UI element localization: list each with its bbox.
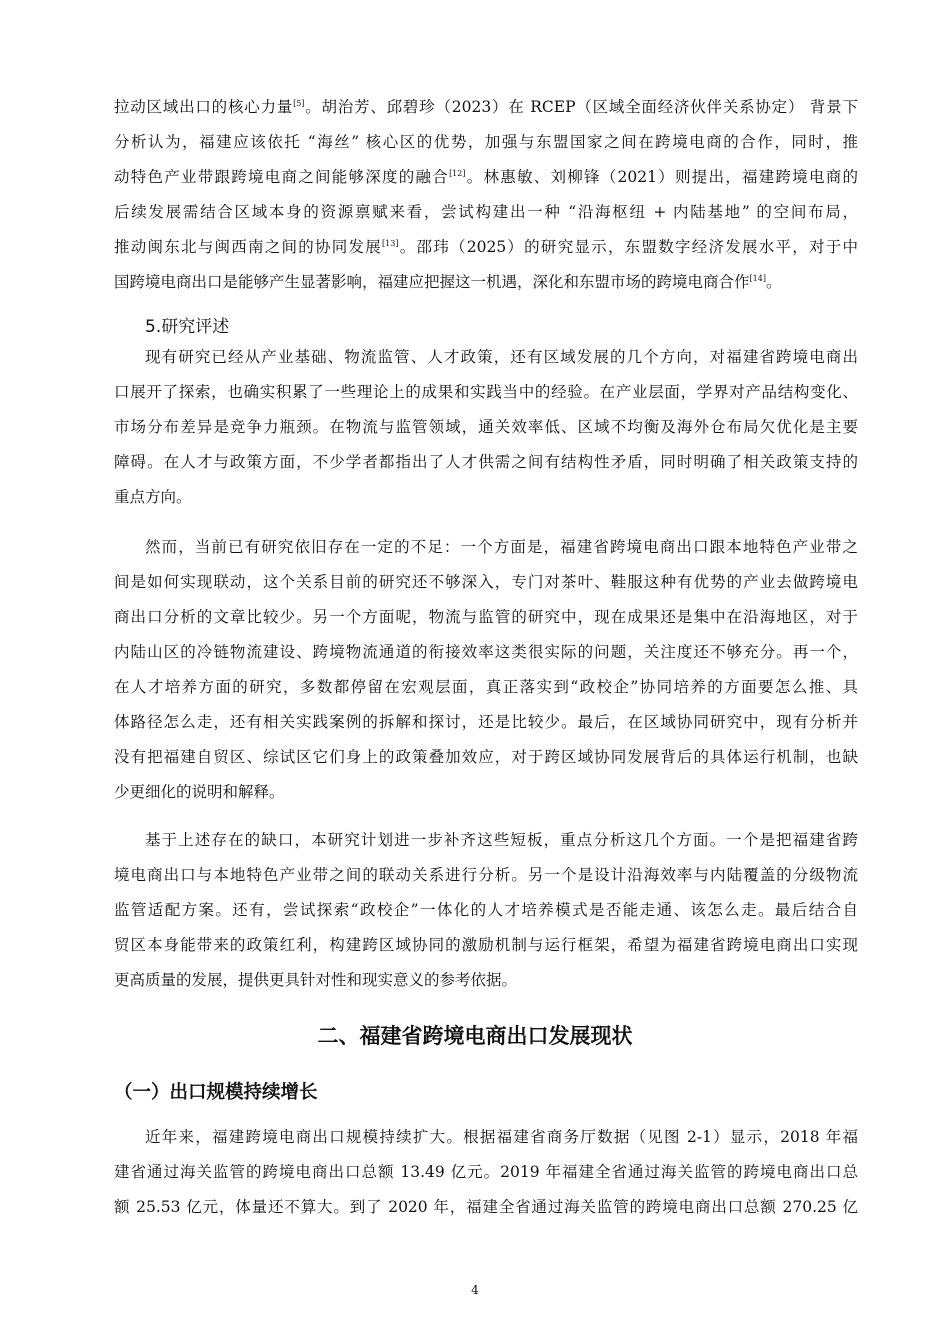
- text-line: 境电商出口与本地特色产业带之间的联动关系进行分析。另一个是设计沿海效率与内陆覆盖的分级物流: [114, 866, 858, 884]
- text-line: 更高质量的发展，提供更具针对性和现实意义的参考依据。: [114, 971, 518, 989]
- text-line: 商出口分析的文章比较少。另一个方面呢，物流与监管的研究中，现在成果还是集中在沿海地区，对于: [114, 608, 858, 626]
- text-line: 建省通过海关监管的跨境电商出口总额 13.49 亿元。2019 年福建全省通过海关监管的跨境电商出口总: [114, 1163, 858, 1181]
- citation-ref: [13]: [382, 239, 399, 248]
- text-run: 。胡治芳、邱碧珍（2023）在 RCEP（区域全面经济伙伴关系协定） 背景下: [304, 98, 858, 116]
- citation-ref: [5]: [293, 99, 305, 108]
- text-run: 国跨境电商出口是能够产生显著影响，福建应把握这一机遇，深化和东盟市场的跨境电商合作: [114, 273, 750, 291]
- text-line: 监管适配方案。还有，尝试探索“政校企”一体化的人才培养模式是否能走通、该怎么走。最后结合自: [114, 901, 858, 919]
- citation-ref: [14]: [749, 274, 766, 283]
- text-line: 少更细化的说明和解释。: [114, 783, 285, 801]
- text-line: 障碍。在人才与政策方面，不少学者都指出了人才供需之间有结构性矛盾，同时明确了相关政策支持的: [114, 453, 858, 471]
- section-heading: （一）出口规模持续增长: [114, 1082, 318, 1103]
- text-run: 推动闽东北与闽西南之间的协同发展: [114, 238, 383, 256]
- text-run: 拉动区域出口的核心力量: [114, 98, 294, 116]
- text-line: [114, 265, 858, 300]
- text-line: 分析认为，福建应该依托 “海丝” 核心区的优势，加强与东盟国家之间在跨境电商的合作，同时，推: [114, 133, 858, 151]
- text-line: 没有把福建自贸区、综试区它们身上的政策叠加效应，对于跨区域协同发展背后的具体运行机制，也缺: [114, 748, 858, 766]
- text-run: 动特色产业带跟跨境电商之间能够深度的融合: [114, 168, 450, 186]
- text-line: 在人才培养方面的研究，多数都停留在宏观层面，真正落实到“政校企”协同培养的方面要怎么推、具: [114, 678, 858, 696]
- page-number: 4: [471, 1283, 479, 1297]
- text-run: 。: [765, 273, 782, 291]
- text-line: 额 25.53 亿元，体量还不算大。到了 2020 年，福建全省通过海关监管的跨境电商出口总额 270.25 亿: [114, 1198, 858, 1216]
- citation-ref: [12]: [449, 169, 466, 178]
- text-line: 内陆山区的冷链物流建设、跨境物流通道的衔接效率这类很实际的问题，关注度还不够充分。再一个，: [114, 643, 858, 661]
- text-line: 重点方向。: [114, 488, 192, 506]
- paragraph-export-scale: [114, 1120, 858, 1225]
- text-line: 市场分布差异是竞争力瓶颈。在物流与监管领域，通关效率低、区域不均衡及海外仓布局欠优化是主要: [114, 418, 858, 436]
- subheading-research-review: 5.研究评述: [145, 317, 230, 337]
- text-line: 间是如何实现联动，这个关系目前的研究还不够深入，专门对茶叶、鞋服这种有优势的产业去做跨境电: [114, 573, 858, 591]
- text-line: 后续发展需结合区域本身的资源禀赋来看，尝试构建出一种 “沿海枢纽 + 内陆基地” 的空间布局，: [114, 203, 858, 221]
- text-line: 近年来，福建跨境电商出口规模持续扩大。根据福建省商务厅数据（见图 2-1）显示，2018 年福: [145, 1128, 858, 1146]
- text-line: [114, 90, 858, 125]
- chapter-heading: 二、福建省跨境电商出口发展现状: [317, 1024, 633, 1048]
- text-run: 。林惠敏、刘柳锋（2021）则提出，福建跨境电商的: [465, 168, 858, 186]
- text-line: 现有研究已经从产业基础、物流监管、人才政策，还有区域发展的几个方向，对福建省跨境电商出: [145, 348, 858, 366]
- text-line: 贸区本身能带来的政策红利，构建跨区域协同的激励机制与运行框架，希望为福建省跨境电商出口实现: [114, 936, 858, 954]
- text-run: 。邵玮（2025）的研究显示，东盟数字经济发展水平，对于中: [398, 238, 858, 256]
- text-line: 体路径怎么走，还有相关实践案例的拆解和探讨，还是比较少。最后，在区域协同研究中，现有分析并: [114, 713, 858, 731]
- paragraph-review-gaps: [114, 530, 858, 810]
- paragraph-review-plan: [114, 823, 858, 998]
- text-line: 然而，当前已有研究依旧存在一定的不足：一个方面是，福建省跨境电商出口跟本地特色产业带之: [145, 538, 858, 556]
- text-line: 基于上述存在的缺口，本研究计划进一步补齐这些短板，重点分析这几个方面。一个是把福建省跨: [145, 831, 858, 849]
- text-line: [114, 160, 858, 195]
- text-line: 口展开了探索，也确实积累了一些理论上的成果和实践当中的经验。在产业层面，学界对产品结构变化、: [114, 383, 858, 401]
- text-line: [114, 230, 858, 265]
- paragraph-review-summary: [114, 340, 858, 515]
- paragraph-prior-studies: [114, 90, 858, 300]
